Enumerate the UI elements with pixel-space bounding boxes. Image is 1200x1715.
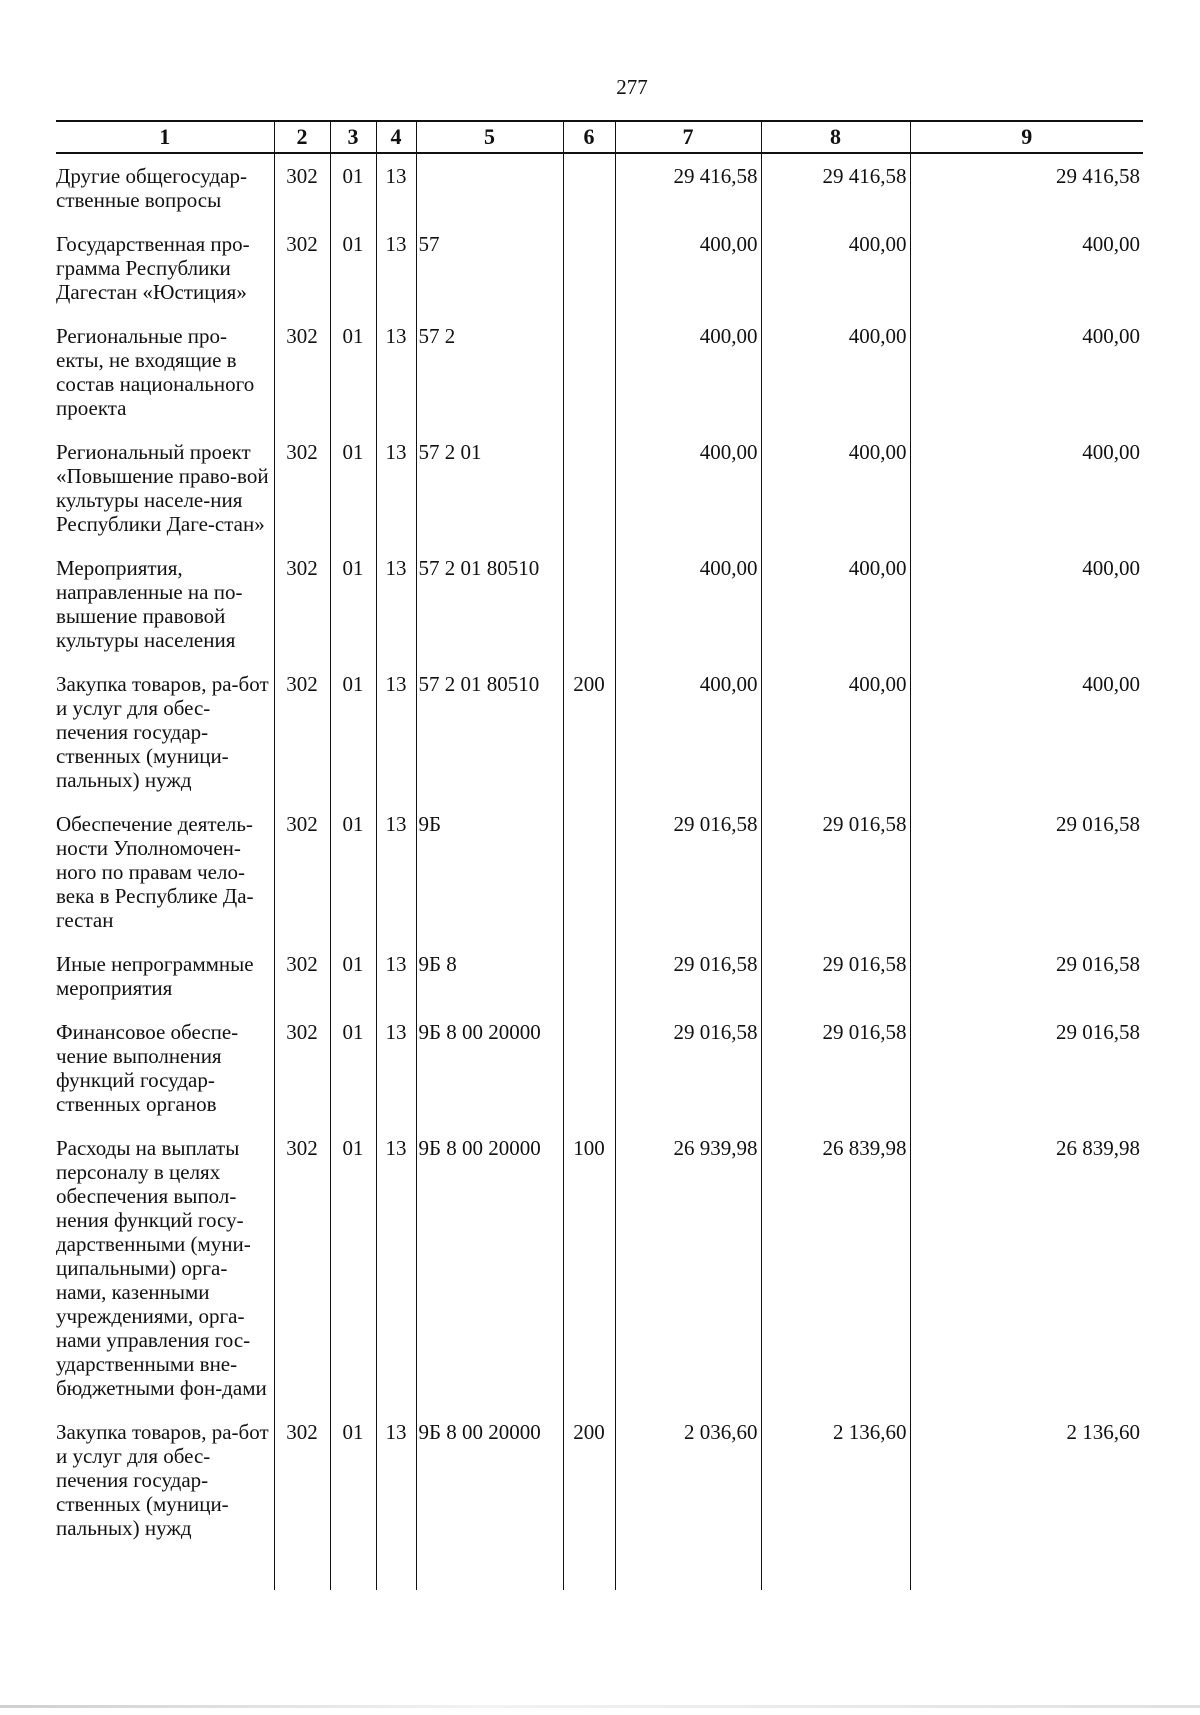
cell-col7: 400,00 bbox=[615, 430, 761, 546]
cell-col3: 01 bbox=[330, 802, 376, 942]
cell-col9: 29 016,58 bbox=[910, 802, 1143, 942]
row-name: Региональные про-екты, не входящие в состав национального проекта bbox=[56, 324, 255, 420]
cell-col4: 13 bbox=[376, 222, 416, 314]
cell-col6 bbox=[563, 546, 615, 662]
cell-col4: 13 bbox=[376, 314, 416, 430]
cell-col4: 13 bbox=[376, 662, 416, 802]
cell-col4: 13 bbox=[376, 1126, 416, 1410]
table-row bbox=[56, 314, 1143, 430]
cell-col4: 13 bbox=[376, 1010, 416, 1126]
cell-col7: 400,00 bbox=[615, 314, 761, 430]
cell-col9: 400,00 bbox=[910, 662, 1143, 802]
cell-col2: 302 bbox=[274, 153, 330, 222]
cell-col9: 29 016,58 bbox=[910, 942, 1143, 1010]
row-name: Закупка товаров, ра-бот и услуг для обес-печения государ-ственных (муници-пальных) нужд bbox=[56, 1420, 269, 1540]
row-name: Другие общегосудар-ственные вопросы bbox=[56, 164, 247, 212]
cell-col3: 01 bbox=[330, 314, 376, 430]
cell-col2: 302 bbox=[274, 1010, 330, 1126]
cell-col6: 200 bbox=[563, 662, 615, 802]
cell-col2: 302 bbox=[274, 1410, 330, 1550]
cell-col6 bbox=[563, 222, 615, 314]
cell-col6 bbox=[563, 802, 615, 942]
cell-col5: 57 2 01 80510 bbox=[416, 662, 563, 802]
cell-col2: 302 bbox=[274, 1126, 330, 1410]
cell-col8: 400,00 bbox=[761, 546, 910, 662]
continuation-cell bbox=[330, 1550, 376, 1590]
cell-col9: 400,00 bbox=[910, 222, 1143, 314]
cell-col2: 302 bbox=[274, 662, 330, 802]
row-name: Мероприятия, направленные на по-вышение правовой культуры населения bbox=[56, 556, 243, 652]
cell-col8: 400,00 bbox=[761, 222, 910, 314]
cell-col5: 57 2 01 bbox=[416, 430, 563, 546]
cell-col3: 01 bbox=[330, 1410, 376, 1550]
continuation-cell bbox=[615, 1550, 761, 1590]
column-header-3: 3 bbox=[330, 121, 376, 153]
cell-col7: 29 016,58 bbox=[615, 1010, 761, 1126]
cell-col6 bbox=[563, 1010, 615, 1126]
table-row bbox=[56, 662, 1143, 802]
cell-col8: 29 016,58 bbox=[761, 802, 910, 942]
cell-col3: 01 bbox=[330, 1010, 376, 1126]
header-row bbox=[56, 121, 1143, 153]
row-name: Финансовое обеспе-чение выполнения функций государ-ственных органов bbox=[56, 1020, 239, 1116]
cell-col3: 01 bbox=[330, 546, 376, 662]
cell-col5: 57 2 bbox=[416, 314, 563, 430]
cell-col6 bbox=[563, 314, 615, 430]
continuation-cell bbox=[274, 1550, 330, 1590]
cell-col3: 01 bbox=[330, 662, 376, 802]
cell-col5: 9Б 8 00 20000 bbox=[416, 1010, 563, 1126]
row-name: Обеспечение деятель-ности Уполномочен-ного по правам чело-века в Республике Да-гестан bbox=[56, 812, 254, 932]
table-row bbox=[56, 942, 1143, 1010]
cell-col2: 302 bbox=[274, 802, 330, 942]
cell-col9: 26 839,98 bbox=[910, 1126, 1143, 1410]
column-header-2: 2 bbox=[274, 121, 330, 153]
cell-col6 bbox=[563, 430, 615, 546]
cell-col9: 400,00 bbox=[910, 314, 1143, 430]
continuation-cell bbox=[563, 1550, 615, 1590]
table-row bbox=[56, 802, 1143, 942]
table-row bbox=[56, 1126, 1143, 1410]
cell-col3: 01 bbox=[330, 1126, 376, 1410]
column-header-9: 9 bbox=[910, 121, 1143, 153]
column-header-5: 5 bbox=[416, 121, 563, 153]
cell-col8: 29 016,58 bbox=[761, 1010, 910, 1126]
continuation-cell bbox=[56, 1550, 274, 1590]
cell-col3: 01 bbox=[330, 153, 376, 222]
cell-col2: 302 bbox=[274, 430, 330, 546]
cell-col7: 2 036,60 bbox=[615, 1410, 761, 1550]
table-row bbox=[56, 153, 1143, 222]
cell-col3: 01 bbox=[330, 430, 376, 546]
cell-col9: 2 136,60 bbox=[910, 1410, 1143, 1550]
column-header-6: 6 bbox=[563, 121, 615, 153]
column-header-8: 8 bbox=[761, 121, 910, 153]
cell-col7: 400,00 bbox=[615, 546, 761, 662]
cell-col2: 302 bbox=[274, 942, 330, 1010]
cell-col9: 29 416,58 bbox=[910, 153, 1143, 222]
column-header-1: 1 bbox=[56, 121, 274, 153]
row-name: Государственная про-грамма Республики Дагестан «Юстиция» bbox=[56, 232, 250, 304]
cell-col4: 13 bbox=[376, 153, 416, 222]
row-name: Расходы на выплаты персоналу в целях обеспечения выпол-нения функций госу-дарственными (муни-ципальными) орга-нами, казенными учреждениями, орга-нами управления гос-ударственными вне-бюджетными фон-дами bbox=[56, 1136, 267, 1400]
cell-col2: 302 bbox=[274, 546, 330, 662]
cell-col4: 13 bbox=[376, 802, 416, 942]
cell-col2: 302 bbox=[274, 222, 330, 314]
row-name: Иные непрограммные мероприятия bbox=[56, 952, 254, 1000]
cell-col4: 13 bbox=[376, 546, 416, 662]
table-row bbox=[56, 1010, 1143, 1126]
row-name: Региональный проект «Повышение право-вой культуры населе-ния Республики Даге-стан» bbox=[56, 440, 269, 536]
cell-col9: 400,00 bbox=[910, 546, 1143, 662]
cell-col6 bbox=[563, 153, 615, 222]
continuation-cell bbox=[910, 1550, 1143, 1590]
cell-col5: 9Б 8 bbox=[416, 942, 563, 1010]
column-header-7: 7 bbox=[615, 121, 761, 153]
cell-col6 bbox=[563, 942, 615, 1010]
table-row bbox=[56, 546, 1143, 662]
scan-edge-line bbox=[0, 1705, 1200, 1708]
column-header-4: 4 bbox=[376, 121, 416, 153]
continuation-cell bbox=[761, 1550, 910, 1590]
cell-col5: 57 bbox=[416, 222, 563, 314]
cell-col5: 9Б 8 00 20000 bbox=[416, 1126, 563, 1410]
cell-col8: 29 016,58 bbox=[761, 942, 910, 1010]
cell-col8: 400,00 bbox=[761, 662, 910, 802]
continuation-cell bbox=[376, 1550, 416, 1590]
cell-col8: 26 839,98 bbox=[761, 1126, 910, 1410]
cell-col7: 29 016,58 bbox=[615, 802, 761, 942]
cell-col9: 29 016,58 bbox=[910, 1010, 1143, 1126]
cell-col2: 302 bbox=[274, 314, 330, 430]
page-number: 277 bbox=[616, 75, 648, 99]
cell-col7: 29 416,58 bbox=[615, 153, 761, 222]
table-continuation bbox=[56, 1550, 1143, 1590]
cell-col9: 400,00 bbox=[910, 430, 1143, 546]
continuation-cell bbox=[416, 1550, 563, 1590]
cell-col8: 2 136,60 bbox=[761, 1410, 910, 1550]
cell-col5: 57 2 01 80510 bbox=[416, 546, 563, 662]
cell-col4: 13 bbox=[376, 430, 416, 546]
cell-col6: 100 bbox=[563, 1126, 615, 1410]
cell-col6: 200 bbox=[563, 1410, 615, 1550]
table-row bbox=[56, 430, 1143, 546]
cell-col3: 01 bbox=[330, 942, 376, 1010]
table-row bbox=[56, 1410, 1143, 1550]
cell-col5: 9Б 8 00 20000 bbox=[416, 1410, 563, 1550]
row-name: Закупка товаров, ра-бот и услуг для обес-печения государ-ственных (муници-пальных) нужд bbox=[56, 672, 269, 792]
cell-col3: 01 bbox=[330, 222, 376, 314]
cell-col7: 400,00 bbox=[615, 662, 761, 802]
cell-col8: 400,00 bbox=[761, 314, 910, 430]
cell-col8: 400,00 bbox=[761, 430, 910, 546]
cell-col5 bbox=[416, 153, 563, 222]
cell-col7: 26 939,98 bbox=[615, 1126, 761, 1410]
cell-col4: 13 bbox=[376, 942, 416, 1010]
cell-col4: 13 bbox=[376, 1410, 416, 1550]
cell-col8: 29 416,58 bbox=[761, 153, 910, 222]
table-row bbox=[56, 222, 1143, 314]
cell-col5: 9Б bbox=[416, 802, 563, 942]
cell-col7: 400,00 bbox=[615, 222, 761, 314]
cell-col7: 29 016,58 bbox=[615, 942, 761, 1010]
budget-table bbox=[56, 120, 1143, 1590]
